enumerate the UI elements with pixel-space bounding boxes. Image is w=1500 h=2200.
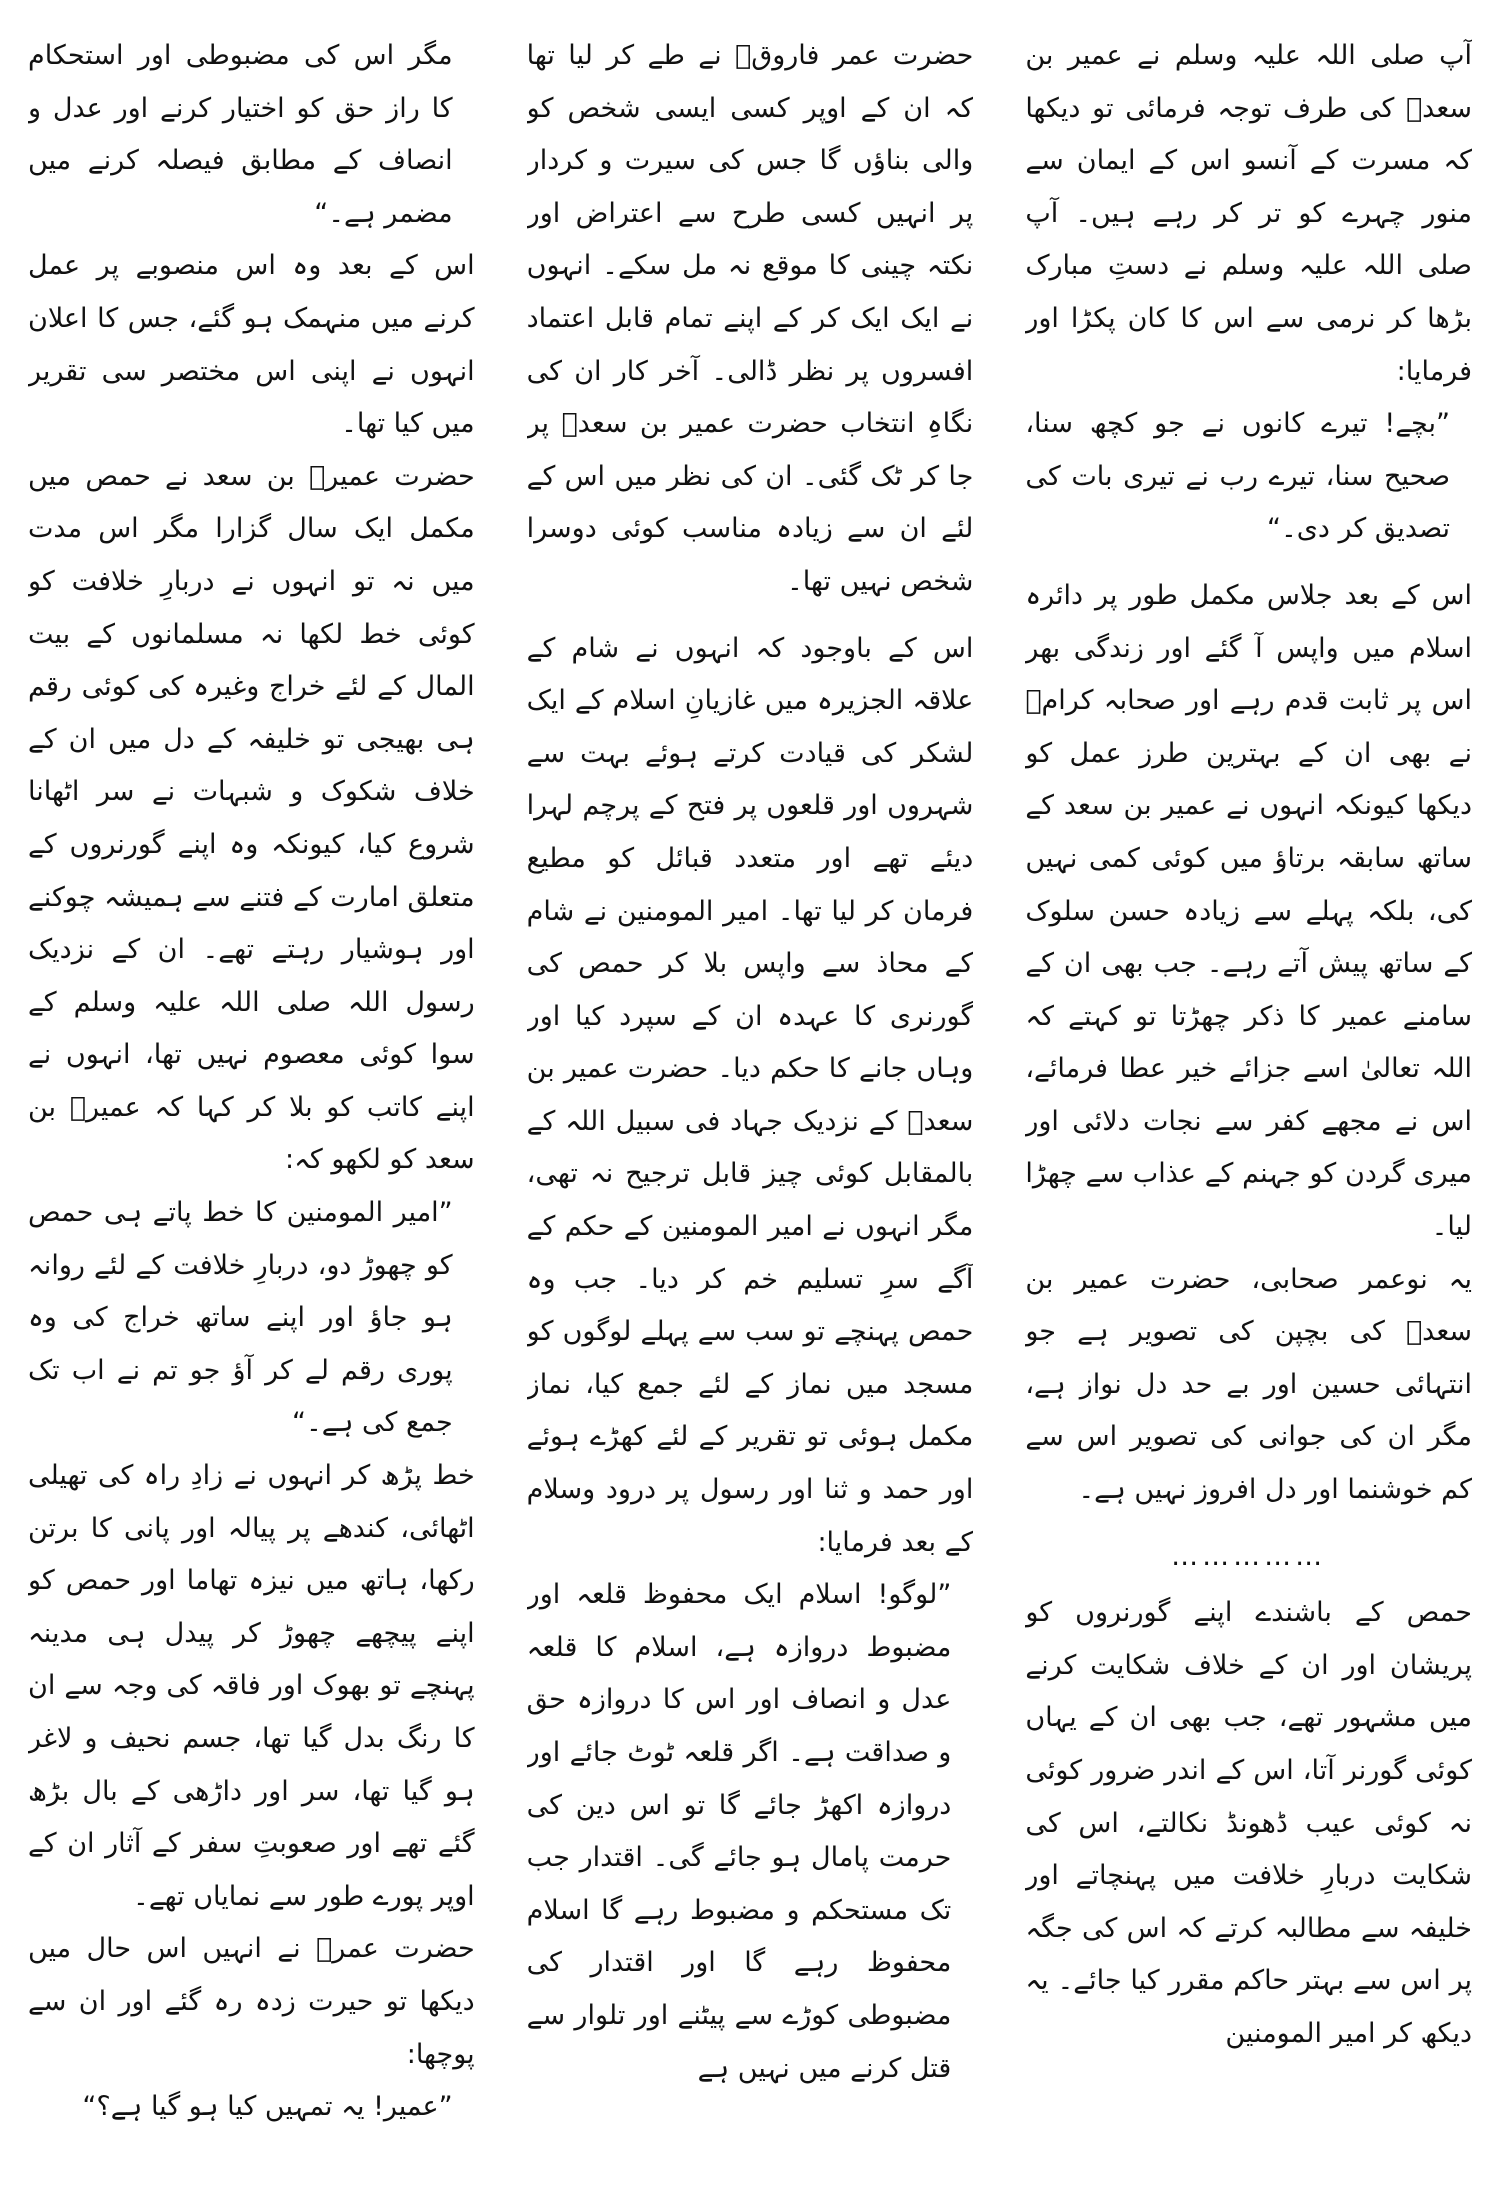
- section-separator: ……………: [1171, 1540, 1327, 1572]
- body-paragraph: خط پڑھ کر انہوں نے زادِ راہ کی تھیلی اٹھائی، کندھے پر پیالہ اور پانی کا برتن رکھا، ہاتھ میں نیزہ تھاما اور حمص کو اپنے پیچھے چھوڑ کر پیدل ہی مدینہ پہنچے تو بھوک اور فاقہ کی وجہ سے ان کا رنگ بدل گیا تھا، جسم نحیف و لاغر ہو گیا تھا، سر اور داڑھی کے بال بڑھ گئے تھے اور صعوبتِ سفر کے آثار ان کے اوپر پورے طور سے نمایاں تھے۔: [27, 1460, 475, 1912]
- quote-paragraph: ”بچے! تیرے کانوں نے جو کچھ سنا، صحیح سنا، تیرے رب نے تیری بات کی تصدیق کر دی۔“: [1025, 408, 1450, 545]
- body-paragraph: حضرت عمر فاروقؓ نے طے کر لیا تھا کہ ان کے اوپر کسی ایسی شخص کو والی بناؤں گا جس کی سیرت و کردار پر انہیں کسی طرح سے اعتراض اور نکتہ چینی کا موقع نہ مل سکے۔ انہوں نے ایک ایک کر کے اپنے تمام قابل اعتماد افسروں پر نظر ڈالی۔ آخر کار ان کی نگاہِ انتخاب حضرت عمیر بن سعدؓ پر جا کر ٹک گئی۔ ان کی نظر میں اس کے لئے ان سے زیادہ مناسب کوئی دوسرا شخص نہیں تھا۔: [526, 40, 974, 597]
- body-paragraph: حمص کے باشندے اپنے گورنروں کو پریشان اور ان کے خلاف شکایت کرنے میں مشہور تھے، جب بھی ان کے یہاں کوئی گورنر آتا، اس کے اندر ضرور کوئی نہ کوئی عیب ڈھونڈ نکالتے، اس کی شکایت دربارِ خلافت میں پہنچاتے اور خلیفہ سے مطالبہ کرتے کہ اس کی جگہ پر اس سے بہتر حاکم مقرر کیا جائے۔ یہ دیکھ کر امیر المومنین: [1025, 1597, 1472, 2049]
- column-middle: [527, 30, 974, 2180]
- body-paragraph: حضرت عمیرؓ بن سعد نے حمص میں مکمل ایک سال گزارا مگر اس مدت میں نہ تو انہوں نے دربارِ خلافت کو کوئی خط لکھا نہ مسلمانوں کے بیت المال کے لئے خراج وغیرہ کی کوئی رقم ہی بھیجی تو خلیفہ کے دل میں ان کے خلاف شکوک و شبہات نے سر اٹھانا شروع کیا، کیونکہ وہ اپنے گورنروں کے متعلق امارت کے فتنے سے ہمیشہ چوکنے اور ہوشیار رہتے تھے۔ ان کے نزدیک رسول اللہ صلی اللہ علیہ وسلم کے سوا کوئی معصوم نہیں تھا، انہوں نے اپنے کاتب کو بلا کر کہا کہ عمیرؓ بن سعد کو لکھو کہ:: [27, 460, 475, 1176]
- body-paragraph: اس کے باوجود کہ انہوں نے شام کے علاقہ الجزیرہ میں غازیانِ اسلام کے ایک لشکر کی قیادت کرتے ہوئے بہت سے شہروں اور قلعوں پر فتح کے پرچم لہرا دیئے تھے اور متعدد قبائل کو مطیع فرمان کر لیا تھا۔ امیر المومنین نے شام کے محاذ سے واپس بلا کر حمص کی گورنری کا عہدہ ان کے سپرد کیا اور وہاں جانے کا حکم دیا۔ حضرت عمیر بن سعدؓ کے نزدیک جہاد فی سبیل اللہ کے بالمقابل کوئی چیز قابل ترجیح نہ تھی، مگر انہوں نے امیر المومنین کے حکم کے آگے سرِ تسلیم خم کر دیا۔ جب وہ حمص پہنچے تو سب سے پہلے لوگوں کو مسجد میں نماز کے لئے جمع کیا، نماز مکمل ہوئی تو تقریر کے لئے کھڑے ہوئے اور حمد و ثنا اور رسول پر درود وسلام کے بعد فرمایا:: [526, 632, 974, 1558]
- quote-paragraph: مگر اس کی مضبوطی اور استحکام کا راز حق کو اختیار کرنے اور عدل و انصاف کے مطابق فیصلہ کرنے میں مضمر ہے۔“: [27, 40, 453, 229]
- body-paragraph: حضرت عمرؓ نے انہیں اس حال میں دیکھا تو حیرت زدہ رہ گئے اور ان سے پوچھا:: [27, 1933, 475, 2070]
- quote-paragraph: ”لوگو! اسلام ایک محفوظ قلعہ اور مضبوط دروازہ ہے، اسلام کا قلعہ عدل و انصاف اور اس کا دروازہ حق و صداقت ہے۔ اگر قلعہ ٹوٹ جائے اور دروازہ اکھڑ جائے گا تو اس دین کی حرمت پامال ہو جائے گی۔ اقتدار جب تک مستحکم و مضبوط رہے گا اسلام محفوظ رہے گا اور اقتدار کی مضبوطی کوڑے سے پیٹنے اور تلوار سے قتل کرنے میں نہیں ہے: [526, 1579, 952, 2084]
- body-paragraph: اس کے بعد جلاس مکمل طور پر دائرہ اسلام میں واپس آ گئے اور زندگی بھر اس پر ثابت قدم رہے اور صحابہ کرامؓ نے بھی ان کے بہترین طرز عمل کو دیکھا کیونکہ انہوں نے عمیر بن سعد کے ساتھ سابقہ برتاؤ میں کوئی کمی نہیں کی، بلکہ پہلے سے زیادہ حسن سلوک کے ساتھ پیش آتے رہے۔ جب بھی ان کے سامنے عمیر کا ذکر چھڑتا تو کہتے کہ اللہ تعالیٰ اسے جزائے خیر عطا فرمائے، اس نے مجھے کفر سے نجات دلائی اور میری گردن کو جہنم کے عذاب سے چھڑا لیا۔: [1025, 579, 1472, 1243]
- column-left: [28, 30, 475, 2180]
- column-right: [1025, 30, 1472, 2180]
- quote-paragraph: ”عمیر! یہ تمہیں کیا ہو گیا ہے؟“: [82, 2091, 453, 2123]
- body-paragraph: اس کے بعد وہ اس منصوبے پر عمل کرنے میں منہمک ہو گئے، جس کا اعلان انہوں نے اپنی اس مختصر سی تقریر میں کیا تھا۔: [27, 250, 475, 440]
- body-paragraph: یہ نوعمر صحابی، حضرت عمیر بن سعدؓ کی بچپن کی تصویر ہے جو انتہائی حسین اور بے حد دل نواز ہے، مگر ان کی جوانی کی تصویر اس سے کم خوشنما اور دل افروز نہیں ہے۔: [1025, 1263, 1472, 1506]
- body-paragraph: آپ صلی اللہ علیہ وسلم نے عمیر بن سعدؓ کی طرف توجہ فرمائی تو دیکھا کہ مسرت کے آنسو اس کے ایمان سے منور چہرے کو تر کر رہے ہیں۔ آپ صلی اللہ علیہ وسلم نے دستِ مبارک بڑھا کر نرمی سے اس کا کان پکڑا اور فرمایا:: [1025, 40, 1472, 387]
- quote-paragraph: ”امیر المومنین کا خط پاتے ہی حمص کو چھوڑ دو، دربارِ خلافت کے لئے روانہ ہو جاؤ اور اپنے ساتھ خراج کی وہ پوری رقم لے کر آؤ جو تم نے اب تک جمع کی ہے۔“: [27, 1197, 453, 1439]
